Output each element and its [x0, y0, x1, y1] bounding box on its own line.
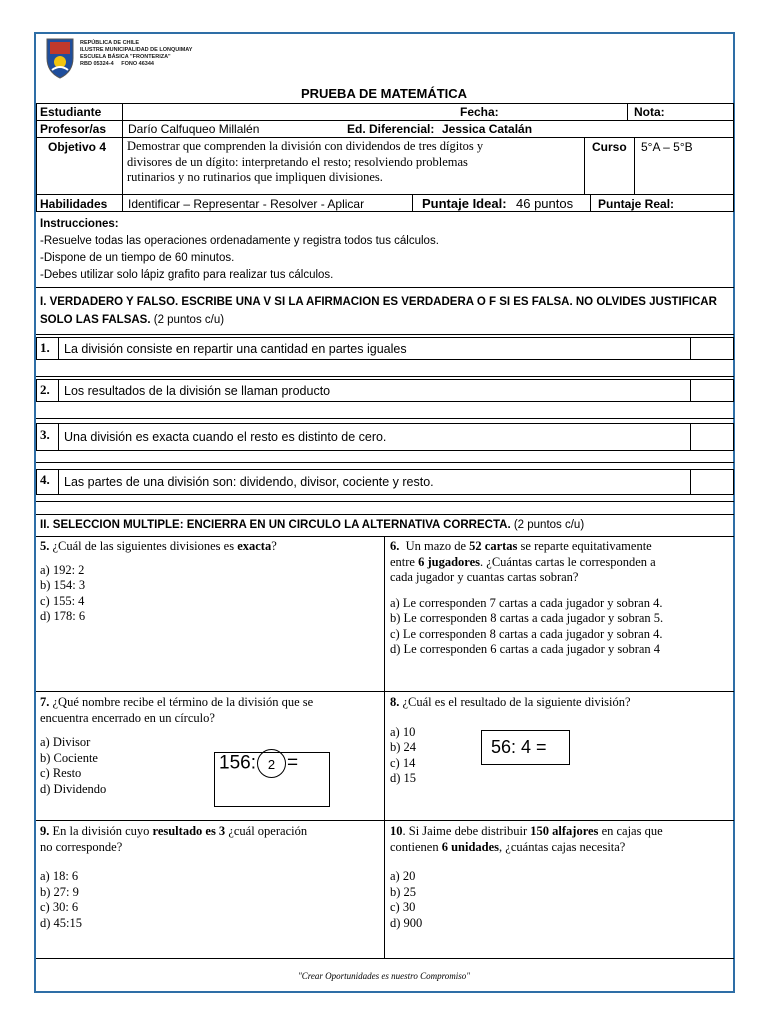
- q-number: 9.: [40, 824, 50, 838]
- section2-title-text: II. SELECCION MULTIPLE: ENCIERRA EN UN CIRCULO LA ALTERNATIVA CORRECTA.: [40, 519, 511, 531]
- q-text-bold: resultado es 3: [152, 824, 226, 838]
- q-text-bold: 150 alfajores: [530, 824, 599, 838]
- grade-label: Nota:: [634, 105, 665, 119]
- student-field[interactable]: [125, 104, 455, 119]
- expr-dividend: 156:: [219, 752, 256, 774]
- q-text-bold: 6 jugadores: [418, 554, 481, 569]
- option-b[interactable]: b) 154: 3: [40, 578, 86, 592]
- q-text: ¿Cuál de las siguientes divisiones es: [49, 539, 238, 553]
- option-c[interactable]: c) 155: 4: [40, 593, 85, 608]
- tf-number: 3.: [40, 427, 50, 442]
- option-c[interactable]: c) Le corresponden 8 cartas a cada jugador y sobran 4.: [390, 626, 663, 641]
- option-a[interactable]: a) 18: 6: [40, 869, 79, 883]
- tf-statement: Una división es exacta cuando el resto es distinto de cero.: [64, 430, 387, 444]
- q-text: ¿cuál operación: [225, 824, 308, 838]
- tf-answer-box[interactable]: [690, 469, 734, 495]
- option-a[interactable]: a) Divisor: [40, 735, 91, 749]
- option-d[interactable]: d) 45:15: [40, 915, 83, 930]
- section1-title-line: I. VERDADERO Y FALSO. ESCRIBE UNA V SI LA AFIRMACION ES VERDADERA O F SI ES FALSA. NO OLVIDES JUSTIFICAR: [40, 296, 717, 308]
- q-text-bold: 52 cartas: [469, 539, 518, 553]
- option-b[interactable]: b) Le corresponden 8 cartas a cada jugador y sobran 5.: [390, 611, 664, 625]
- q-number: 5.: [40, 539, 50, 553]
- ideal-score-value: 46 puntos: [516, 196, 574, 211]
- q-number: 7.: [40, 695, 50, 709]
- instructions-title: Instrucciones:: [40, 218, 119, 230]
- option-a[interactable]: a) 192: 2: [40, 562, 85, 577]
- q-text: no corresponde?: [40, 839, 123, 854]
- q-text-bold: 6 unidades: [441, 839, 500, 854]
- ideal-score-label: Puntaje Ideal:: [422, 196, 507, 211]
- objective-label: Objetivo 4: [48, 140, 107, 154]
- q-number: 10: [390, 824, 403, 838]
- option-c[interactable]: c) 30: 6: [40, 900, 79, 914]
- objective-line: divisores de un dígito: interpretando el resto; resolviendo problemas: [127, 154, 468, 169]
- section2-points: (2 puntos c/u): [510, 519, 585, 531]
- expr-circled-divisor: 2: [257, 749, 286, 778]
- page-title: PRUEBA DE MATEMÁTICA: [300, 86, 468, 101]
- ed-label: Ed. Diferencial:: [347, 122, 435, 136]
- instruction-item: -Debes utilizar solo lápiz grafito para realizar tus cálculos.: [40, 269, 334, 281]
- header-school: ESCUELA BÁSICA "FRONTERIZA": [80, 54, 171, 60]
- q-text: cada jugador y cuantas cartas sobran?: [390, 570, 579, 584]
- teacher-name: Darío Calfuqueo Millalén: [128, 122, 260, 136]
- q8-expression: 56: 4 =: [481, 730, 570, 765]
- teacher-label: Profesor/as: [40, 122, 107, 136]
- option-d[interactable]: d) Le corresponden 6 cartas a cada jugador y sobran 4: [390, 642, 661, 656]
- option-b[interactable]: b) Cociente: [40, 750, 98, 765]
- q-text: se reparte equitativamente: [517, 539, 652, 553]
- q-number: 8.: [390, 695, 400, 709]
- question-5: [40, 539, 380, 625]
- header-republic: REPÚBLICA DE CHILE: [80, 40, 140, 46]
- question-6: [390, 539, 730, 658]
- option-a[interactable]: a) Le corresponden 7 cartas a cada jugador y sobran 4.: [390, 595, 663, 610]
- header-rbd: RBD 05324-4 FONO 46344: [80, 61, 154, 67]
- option-a[interactable]: a) 10: [390, 724, 416, 739]
- question-10: [390, 824, 730, 931]
- option-d[interactable]: d) 15: [390, 771, 417, 785]
- objective-text: [127, 139, 582, 186]
- option-c[interactable]: c) 14: [390, 755, 416, 770]
- tf-row-4: [36, 469, 734, 495]
- ed-name: Jessica Catalán: [442, 122, 533, 136]
- tf-row-3: [36, 423, 734, 451]
- date-label: Fecha:: [460, 105, 499, 119]
- tf-number: 1.: [40, 340, 50, 355]
- q-text: . ¿Cuántas cartas le corresponden a: [480, 554, 656, 569]
- tf-statement: Las partes de una división son: dividendo, divisor, cociente y resto.: [64, 475, 434, 489]
- skills-label: Habilidades: [40, 197, 108, 211]
- tf-statement: Los resultados de la división se llaman producto: [64, 384, 331, 398]
- q-text: ¿Qué nombre recibe el término de la división que se: [49, 695, 314, 709]
- question-9: [40, 824, 380, 931]
- skills-value: Identificar – Representar - Resolver - Aplicar: [128, 197, 365, 211]
- q-number: 6.: [390, 539, 400, 553]
- student-label: Estudiante: [40, 105, 102, 119]
- q7-expression: [219, 749, 298, 778]
- option-b[interactable]: b) 25: [390, 884, 417, 899]
- section2-title: [40, 518, 584, 532]
- section1-points: (2 puntos c/u): [150, 314, 225, 326]
- q-text: Un mazo de: [399, 539, 470, 553]
- course-value: 5°A – 5°B: [641, 140, 693, 154]
- footer-motto: "Crear Oportunidades es nuestro Compromiso": [297, 971, 471, 981]
- course-label: Curso: [592, 140, 627, 154]
- q-text: . Si Jaime debe distribuir: [402, 824, 531, 838]
- option-c[interactable]: c) Resto: [40, 766, 82, 780]
- tf-answer-box[interactable]: [690, 423, 734, 451]
- section1-title-line: SOLO LAS FALSAS.: [40, 314, 151, 326]
- objective-line: Demostrar que comprenden la división con dividendos de tres dígitos y: [127, 139, 484, 153]
- q-text: entre: [390, 554, 419, 569]
- option-b[interactable]: b) 27: 9: [40, 884, 79, 899]
- expr-equals: =: [286, 752, 299, 774]
- tf-number: 2.: [40, 382, 50, 397]
- school-crest-icon: [44, 36, 76, 80]
- q-text-bold: exacta: [237, 539, 272, 553]
- q-text: encuentra encerrado en un círculo?: [40, 710, 215, 725]
- section1-title: [40, 293, 717, 329]
- tf-row-2: [36, 379, 734, 402]
- option-d[interactable]: d) 178: 6: [40, 609, 86, 623]
- q-text: ?: [271, 539, 277, 553]
- instruction-item: -Resuelve todas las operaciones ordenadamente y registra todos tus cálculos.: [40, 235, 439, 247]
- q-text: ¿Cuál es el resultado de la siguiente división?: [399, 695, 631, 709]
- q-text: contienen: [390, 839, 442, 854]
- objective-line: rutinarios y no rutinarios que impliquen divisiones.: [127, 170, 383, 184]
- option-a[interactable]: a) 20: [390, 869, 416, 883]
- option-d[interactable]: d) Dividendo: [40, 781, 107, 796]
- option-c[interactable]: c) 30: [390, 900, 416, 914]
- q-text: En la división cuyo: [49, 824, 153, 838]
- tf-answer-box[interactable]: [690, 337, 734, 360]
- tf-statement: La división consiste en repartir una cantidad en partes iguales: [64, 342, 407, 356]
- header-municipality: ILUSTRE MUNICIPALIDAD DE LONQUIMAY: [80, 47, 193, 53]
- q-text: , ¿cuántas cajas necesita?: [499, 839, 626, 854]
- instruction-item: -Dispone de un tiempo de 60 minutos.: [40, 252, 235, 264]
- tf-number: 4.: [40, 472, 50, 487]
- tf-answer-box[interactable]: [690, 379, 734, 402]
- q-text: en cajas que: [598, 824, 663, 838]
- tf-row-1: [36, 337, 734, 360]
- real-score-label: Puntaje Real:: [598, 197, 675, 211]
- option-b[interactable]: b) 24: [390, 740, 417, 754]
- instructions: [40, 216, 439, 284]
- option-d[interactable]: d) 900: [390, 915, 423, 930]
